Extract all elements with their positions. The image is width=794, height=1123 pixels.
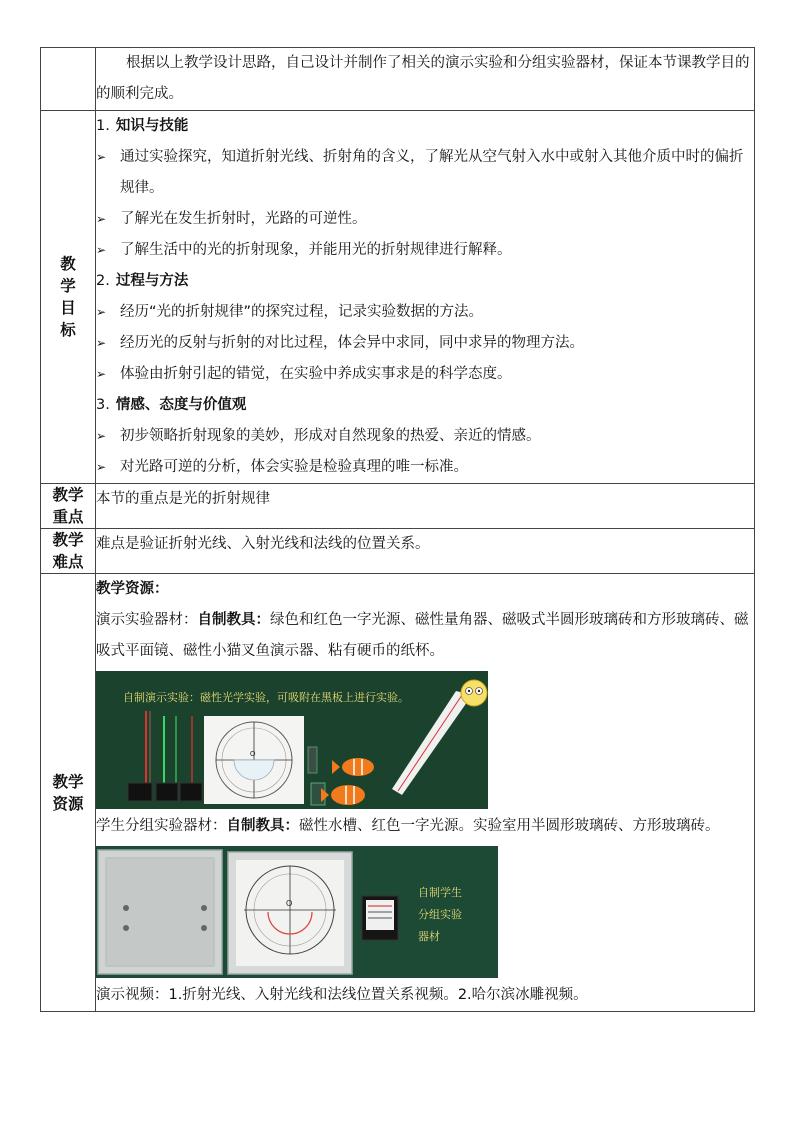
intro-row bbox=[41, 48, 755, 111]
difficulty-label: 教学 难点 bbox=[41, 529, 96, 574]
arrow-bullet-icon: ➢ bbox=[96, 150, 107, 164]
resources-cell bbox=[96, 574, 755, 1012]
arrow-bullet-icon: ➢ bbox=[96, 336, 107, 350]
svg-text:O: O bbox=[286, 899, 293, 908]
objectives-row bbox=[41, 111, 755, 484]
difficulty-row bbox=[41, 529, 755, 574]
objective-item: ➢ 体验由折射引起的错觉，在实验中养成实事求是的科学态度。 bbox=[96, 359, 754, 390]
key-point-cell bbox=[96, 484, 755, 529]
objective-item: ➢ 经历“光的折射规律”的探究过程，记录实验数据的方法。 bbox=[96, 297, 754, 328]
objectives-label-char: 学 bbox=[60, 277, 76, 295]
arrow-bullet-icon: ➢ bbox=[96, 367, 107, 381]
objective-heading: 2. 过程与方法 bbox=[96, 273, 189, 289]
objectives-label-char: 标 bbox=[60, 321, 76, 339]
resources-label: 教学 资源 bbox=[41, 574, 96, 1012]
arrow-bullet-icon: ➢ bbox=[96, 212, 107, 226]
objectives-label bbox=[41, 111, 96, 484]
cat-icon bbox=[461, 680, 487, 706]
objectives-label-char: 教 bbox=[60, 255, 76, 273]
objective-heading: 3. 情感、态度与价值观 bbox=[96, 397, 247, 413]
arrow-bullet-icon: ➢ bbox=[96, 460, 107, 474]
intro-cell bbox=[96, 48, 755, 111]
arrow-bullet-icon: ➢ bbox=[96, 243, 107, 257]
student-photo-caption-2: 分组实验 bbox=[418, 909, 462, 921]
key-point-row bbox=[41, 484, 755, 529]
arrow-bullet-icon: ➢ bbox=[96, 305, 107, 319]
demo-photo-caption: 自制演示实验：磁性光学实验，可吸附在黑板上进行实验。 bbox=[123, 692, 409, 704]
arrow-bullet-icon: ➢ bbox=[96, 429, 107, 443]
intro-text: 根据以上教学设计思路，自己设计并制作了相关的演示实验和分组实验器材，保证本节课教学目的的顺利完成。 bbox=[96, 55, 750, 102]
objective-heading: 1. 知识与技能 bbox=[96, 118, 189, 134]
objective-item: ➢ 了解光在发生折射时，光路的可逆性。 bbox=[96, 204, 754, 235]
student-apparatus-photo bbox=[96, 846, 498, 978]
objectives-cell bbox=[96, 111, 755, 484]
objective-item: ➢ 了解生活中的光的折射现象，并能用光的折射规律进行解释。 bbox=[96, 235, 754, 266]
resources-heading: 教学资源： bbox=[96, 581, 169, 597]
objective-item: ➢ 经历光的反射与折射的对比过程，体会异中求同，同中求异的物理方法。 bbox=[96, 328, 754, 359]
key-point-text: 本节的重点是光的折射规律 bbox=[96, 491, 270, 507]
demo-apparatus-photo bbox=[96, 671, 488, 809]
student-photo-caption-1: 自制学生 bbox=[418, 887, 462, 899]
objective-item: ➢ 通过实验探究，知道折射光线、折射角的含义，了解光从空气射入水中或射入其他介质中时的偏折规律。 bbox=[96, 142, 754, 204]
objective-item: ➢ 初步领略折射现象的美妙，形成对自然现象的热爱、亲近的情感。 bbox=[96, 421, 754, 452]
video-text: 演示视频：1.折射光线、入射光线和法线位置关系视频。2.哈尔滨冰雕视频。 bbox=[96, 987, 588, 1003]
key-point-label: 教学 重点 bbox=[41, 484, 96, 529]
difficulty-text: 难点是验证折射光线、入射光线和法线的位置关系。 bbox=[96, 536, 430, 552]
student-photo-caption-3: 器材 bbox=[418, 931, 440, 943]
svg-text:O: O bbox=[250, 751, 256, 758]
student-equipment-text: 学生分组实验器材：自制教具：磁性水槽、红色一字光源。实验室用半圆形玻璃砖、方形玻璃砖。 bbox=[96, 818, 720, 834]
demo-equipment-text: 演示实验器材：自制教具：绿色和红色一字光源、磁性量角器、磁吸式半圆形玻璃砖和方形玻璃砖、磁吸式平面镜、磁性小猫叉鱼演示器、粘有硬币的纸杯。 bbox=[96, 612, 749, 659]
objective-item: ➢ 对光路可逆的分析，体会实验是检验真理的唯一标准。 bbox=[96, 452, 754, 483]
lesson-table bbox=[40, 47, 755, 1012]
resources-row bbox=[41, 574, 755, 1012]
intro-label-cell bbox=[41, 48, 96, 111]
objectives-label-char: 目 bbox=[60, 299, 76, 317]
difficulty-cell bbox=[96, 529, 755, 574]
